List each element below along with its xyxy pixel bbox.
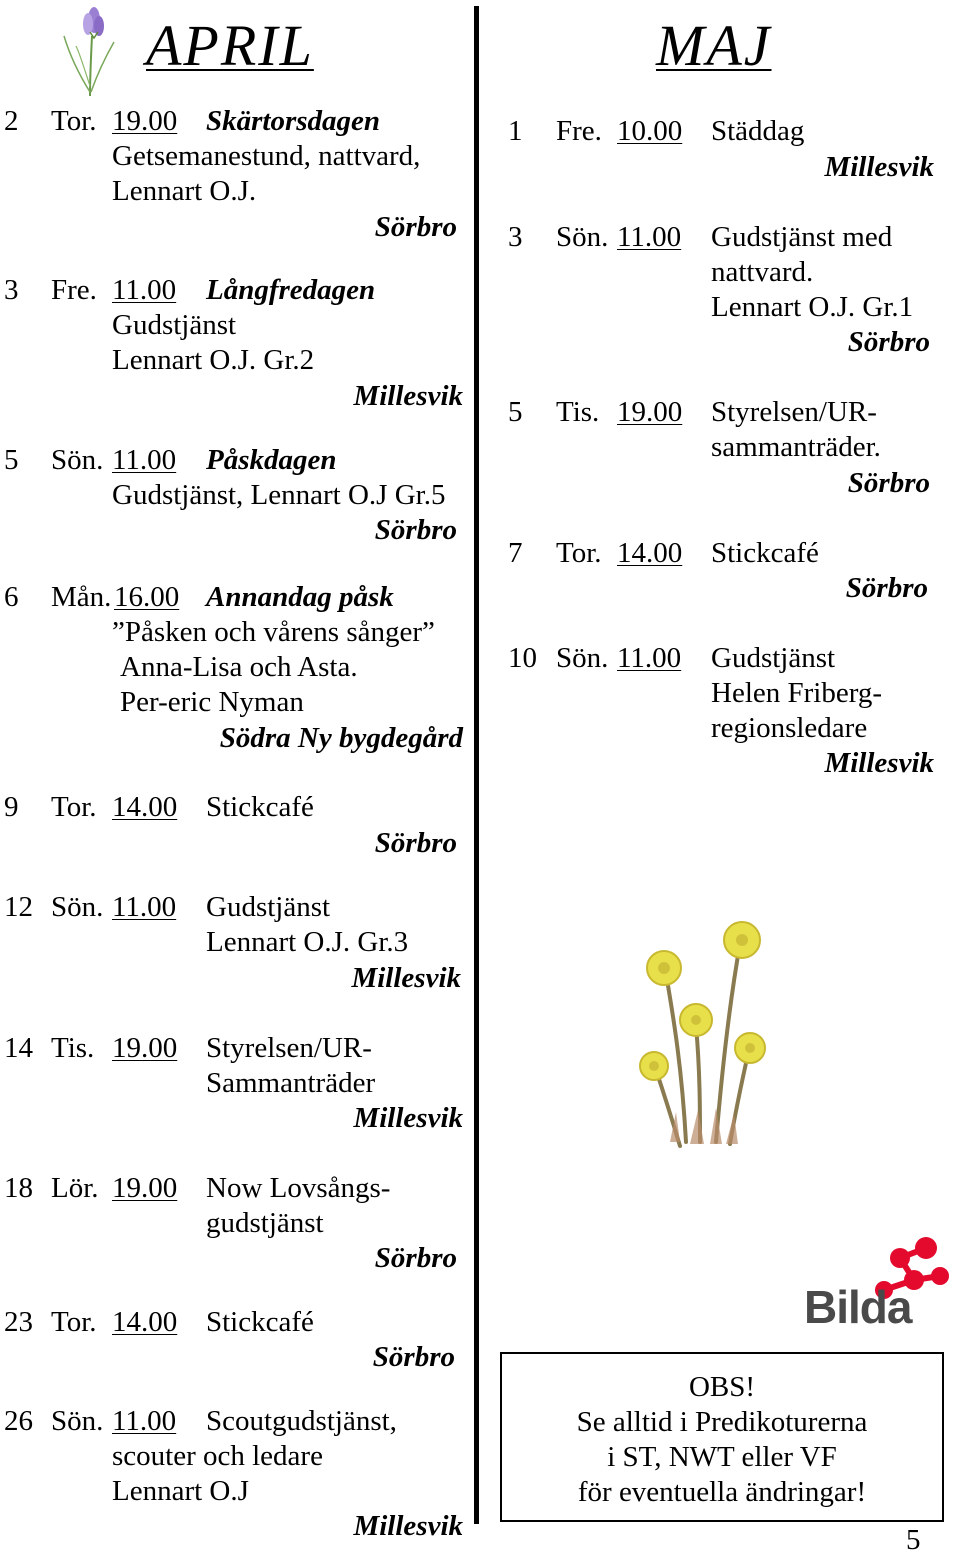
april-entry-place: Millesvik [351,962,461,994]
april-entry-detail: Sammanträder [206,1067,376,1099]
april-entry-place: Sörbro [374,1242,457,1274]
april-entry-detail: Per-eric Nyman [120,686,304,718]
crocus-flower-icon [60,6,120,98]
maj-entry-day: 3 [508,221,523,253]
april-entry-day: 12 [4,891,33,923]
april-entry-day: 5 [4,444,19,476]
april-entry-time: 14.00 [112,791,178,823]
april-entry-place: Millesvik [353,1102,463,1134]
april-entry-day: 9 [4,791,19,823]
april-entry-title: Annandag påsk [206,581,394,613]
april-entry-detail: Anna-Lisa och Asta. [120,651,358,683]
bilda-logo [800,1236,950,1332]
page-number: 5 [906,1524,921,1556]
maj-heading: MAJ [656,13,772,78]
maj-entry-time: 11.00 [617,642,682,674]
maj-entry-title: Gudstjänst med [711,221,893,253]
maj-entry-weekday: Tis. [556,396,600,428]
april-entry-detail: Gudstjänst [112,309,237,341]
april-entry-title: Styrelsen/UR- [206,1032,372,1064]
april-entry-time: 11.00 [112,1405,177,1437]
april-entry-time: 14.00 [112,1306,178,1338]
maj-entry-place: Millesvik [824,747,934,779]
april-entry-weekday: Tor. [51,1306,97,1338]
maj-entry-title: Gudstjänst [711,642,836,674]
april-entry-title: Skärtorsdagen [206,105,381,137]
maj-entry-weekday: Sön. [556,221,609,253]
april-entry-title: Stickcafé [206,791,314,823]
maj-entry-weekday: Fre. [556,115,602,147]
april-entry-place: Södra Ny bygdegård [219,722,463,754]
coltsfoot-flowers-icon [630,920,790,1160]
maj-entry-time: 11.00 [617,221,682,253]
bilda-logo-text: Bilda [804,1281,912,1333]
column-divider [474,6,479,1524]
april-entry-detail: Lennart O.J. Gr.3 [206,926,409,958]
april-entry-title: Now Lovsångs- [206,1172,391,1204]
maj-entry-detail: sammanträder. [711,431,881,463]
april-entry-time: 11.00 [112,274,177,306]
april-entry-weekday: Fre. [51,274,97,306]
april-entry-place: Millesvik [353,380,463,412]
april-entry-title: Stickcafé [206,1306,314,1338]
maj-entry-day: 7 [508,537,523,569]
april-entry-day: 3 [4,274,19,306]
april-entry-day: 6 [4,581,19,613]
april-entry-day: 23 [4,1306,33,1338]
maj-entry-detail: Helen Friberg- [711,677,882,709]
april-entry-title: Långfredagen [206,274,376,306]
april-entry-detail: scouter och ledare [112,1440,323,1472]
april-entry-place: Sörbro [374,827,457,859]
maj-entry-time: 14.00 [617,537,683,569]
obs-notice-line: i ST, NWT eller VF [607,1441,837,1473]
maj-entry-time: 10.00 [617,115,683,147]
april-entry-detail: gudstjänst [206,1207,324,1239]
april-entry-day: 18 [4,1172,33,1204]
maj-entry-time: 19.00 [617,396,683,428]
april-entry-day: 2 [4,105,19,137]
maj-entry-place: Sörbro [845,572,928,604]
april-entry-day: 14 [4,1032,33,1064]
obs-notice-line: för eventuella ändringar! [577,1476,867,1508]
april-entry-detail: ”Påsken och vårens sånger” [112,616,435,648]
april-entry-title: Scoutgudstjänst, [206,1405,397,1437]
maj-entry-weekday: Sön. [556,642,609,674]
april-entry-time: 16.00 [114,581,180,613]
april-entry-day: 26 [4,1405,33,1437]
april-entry-time: 11.00 [112,444,177,476]
april-entry-time: 19.00 [112,1172,178,1204]
april-entry-weekday: Sön. [51,891,104,923]
maj-entry-title: Städdag [711,115,805,147]
maj-entry-title: Stickcafé [711,537,819,569]
maj-entry-day: 10 [508,642,537,674]
april-entry-detail: Lennart O.J. Gr.2 [112,344,315,376]
maj-entry-detail: nattvard. [711,256,814,288]
april-entry-detail: Lennart O.J [112,1475,249,1507]
maj-entry-detail: Lennart O.J. Gr.1 [711,291,914,323]
maj-entry-day: 1 [508,115,523,147]
april-entry-weekday: Sön. [51,1405,104,1437]
april-entry-detail: Gudstjänst, Lennart O.J Gr.5 [112,479,446,511]
maj-entry-weekday: Tor. [556,537,602,569]
april-entry-time: 19.00 [112,105,178,137]
april-entry-detail: Getsemanestund, nattvard, [112,140,421,172]
april-entry-weekday: Lör. [51,1172,99,1204]
april-entry-place: Millesvik [353,1510,463,1542]
april-entry-title: Gudstjänst [206,891,331,923]
april-entry-time: 11.00 [112,891,177,923]
april-entry-weekday: Tor. [51,105,97,137]
maj-entry-detail: regionsledare [711,712,868,744]
april-entry-place: Sörbro [374,211,457,243]
april-entry-weekday: Mån. [51,581,112,613]
april-entry-weekday: Sön. [51,444,104,476]
april-entry-place: Sörbro [374,514,457,546]
april-heading: APRIL [146,13,314,78]
obs-notice-title: OBS! [688,1371,756,1403]
april-entry-weekday: Tis. [51,1032,95,1064]
april-entry-time: 19.00 [112,1032,178,1064]
maj-entry-place: Sörbro [847,467,930,499]
april-entry-detail: Lennart O.J. [112,175,257,207]
obs-notice-box [500,1352,944,1522]
maj-entry-day: 5 [508,396,523,428]
april-entry-title: Påskdagen [206,444,337,476]
maj-entry-place: Millesvik [824,151,934,183]
maj-entry-title: Styrelsen/UR- [711,396,877,428]
obs-notice-line: Se alltid i Predikoturerna [576,1406,868,1438]
april-entry-place: Sörbro [372,1341,455,1373]
april-entry-weekday: Tor. [51,791,97,823]
maj-entry-place: Sörbro [847,326,930,358]
